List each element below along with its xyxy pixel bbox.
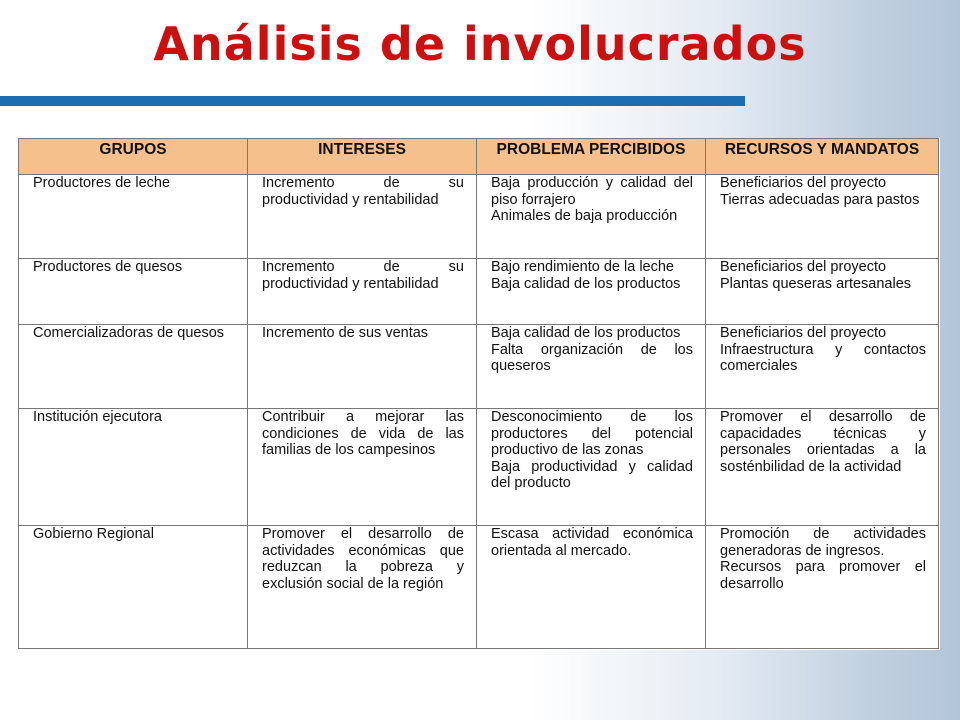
- recurso-item: Beneficiarios del proyecto: [720, 325, 887, 341]
- cell-grupo: [19, 259, 248, 325]
- cell-intereses: [248, 259, 477, 325]
- problema-item: Baja productividad y calidad del producto: [491, 458, 693, 491]
- cell-problemas: [477, 325, 706, 409]
- problema-item: Escasa actividad económica orientada al mercado.: [491, 526, 693, 559]
- intereses-text: Incremento de sus ventas: [262, 325, 429, 341]
- recurso-item: Tierras adecuadas para pastos: [720, 191, 920, 208]
- cell-intereses: [248, 409, 477, 526]
- intereses-text: Incremento de su productividad y rentabilidad: [262, 175, 464, 208]
- cell-problemas: [477, 259, 706, 325]
- cell-recursos: [706, 409, 939, 526]
- cell-grupo: [19, 526, 248, 649]
- recurso-item: Promoción de actividades generadoras de ingresos.: [720, 526, 926, 559]
- header-intereses: INTERESES: [248, 139, 477, 175]
- cell-problemas: [477, 175, 706, 259]
- grupo-text: Comercializadoras de quesos: [33, 325, 225, 341]
- grupo-text: Gobierno Regional: [33, 526, 154, 542]
- cell-problemas: [477, 409, 706, 526]
- table-row: [19, 526, 939, 649]
- table-row: [19, 259, 939, 325]
- header-problemas: PROBLEMA PERCIBIDOS: [477, 139, 706, 175]
- recurso-item: Beneficiarios del proyecto: [720, 175, 887, 191]
- intereses-text: Contribuir a mejorar las condiciones de vida de las familias de los campesinos: [262, 409, 464, 458]
- cell-problemas: [477, 526, 706, 649]
- cell-grupo: [19, 325, 248, 409]
- slide-title: Análisis de involucrados: [153, 17, 807, 71]
- grupo-text: Institución ejecutora: [33, 409, 162, 425]
- recurso-item: Recursos para promover el desarrollo: [720, 559, 926, 592]
- cell-recursos: [706, 325, 939, 409]
- cell-intereses: [248, 526, 477, 649]
- stakeholder-table-container: [18, 138, 940, 650]
- intereses-text: Promover el desarrollo de actividades económicas que reduzcan la pobreza y exclusión social de la región: [262, 526, 464, 592]
- header-grupos: GRUPOS: [19, 139, 248, 175]
- cell-intereses: [248, 175, 477, 259]
- recurso-item: Infraestructura y contactos comerciales: [720, 341, 926, 374]
- cell-grupo: [19, 175, 248, 259]
- problema-item: Desconocimiento de los productores del potencial productivo de las zonas: [491, 409, 693, 458]
- table-header-row: [19, 139, 939, 175]
- intereses-text: Incremento de su productividad y rentabilidad: [262, 259, 464, 292]
- cell-grupo: [19, 409, 248, 526]
- cell-recursos: [706, 526, 939, 649]
- problema-item: Falta organización de los queseros: [491, 341, 693, 374]
- grupo-text: Productores de leche: [33, 175, 171, 191]
- table-row: [19, 325, 939, 409]
- table-row: [19, 409, 939, 526]
- problema-item: Animales de baja producción: [491, 208, 678, 224]
- grupo-text: Productores de quesos: [33, 259, 183, 275]
- problema-item: Bajo rendimiento de la leche: [491, 259, 674, 275]
- table-row: [19, 175, 939, 259]
- problema-item: Baja producción y calidad del piso forrajero: [491, 175, 693, 208]
- problema-item: Baja calidad de los productos: [491, 275, 681, 292]
- problema-item: Baja calidad de los productos: [491, 325, 681, 341]
- cell-recursos: [706, 259, 939, 325]
- cell-recursos: [706, 175, 939, 259]
- title-underline-bar: [0, 96, 745, 106]
- cell-intereses: [248, 325, 477, 409]
- recurso-item: Promover el desarrollo de capacidades técnicas y personales orientadas a la sosténbilidad de la actividad: [720, 409, 926, 475]
- header-recursos: RECURSOS Y MANDATOS: [706, 139, 939, 175]
- stakeholder-analysis-table: [18, 138, 939, 649]
- recurso-item: Beneficiarios del proyecto: [720, 259, 887, 275]
- recurso-item: Plantas queseras artesanales: [720, 275, 912, 292]
